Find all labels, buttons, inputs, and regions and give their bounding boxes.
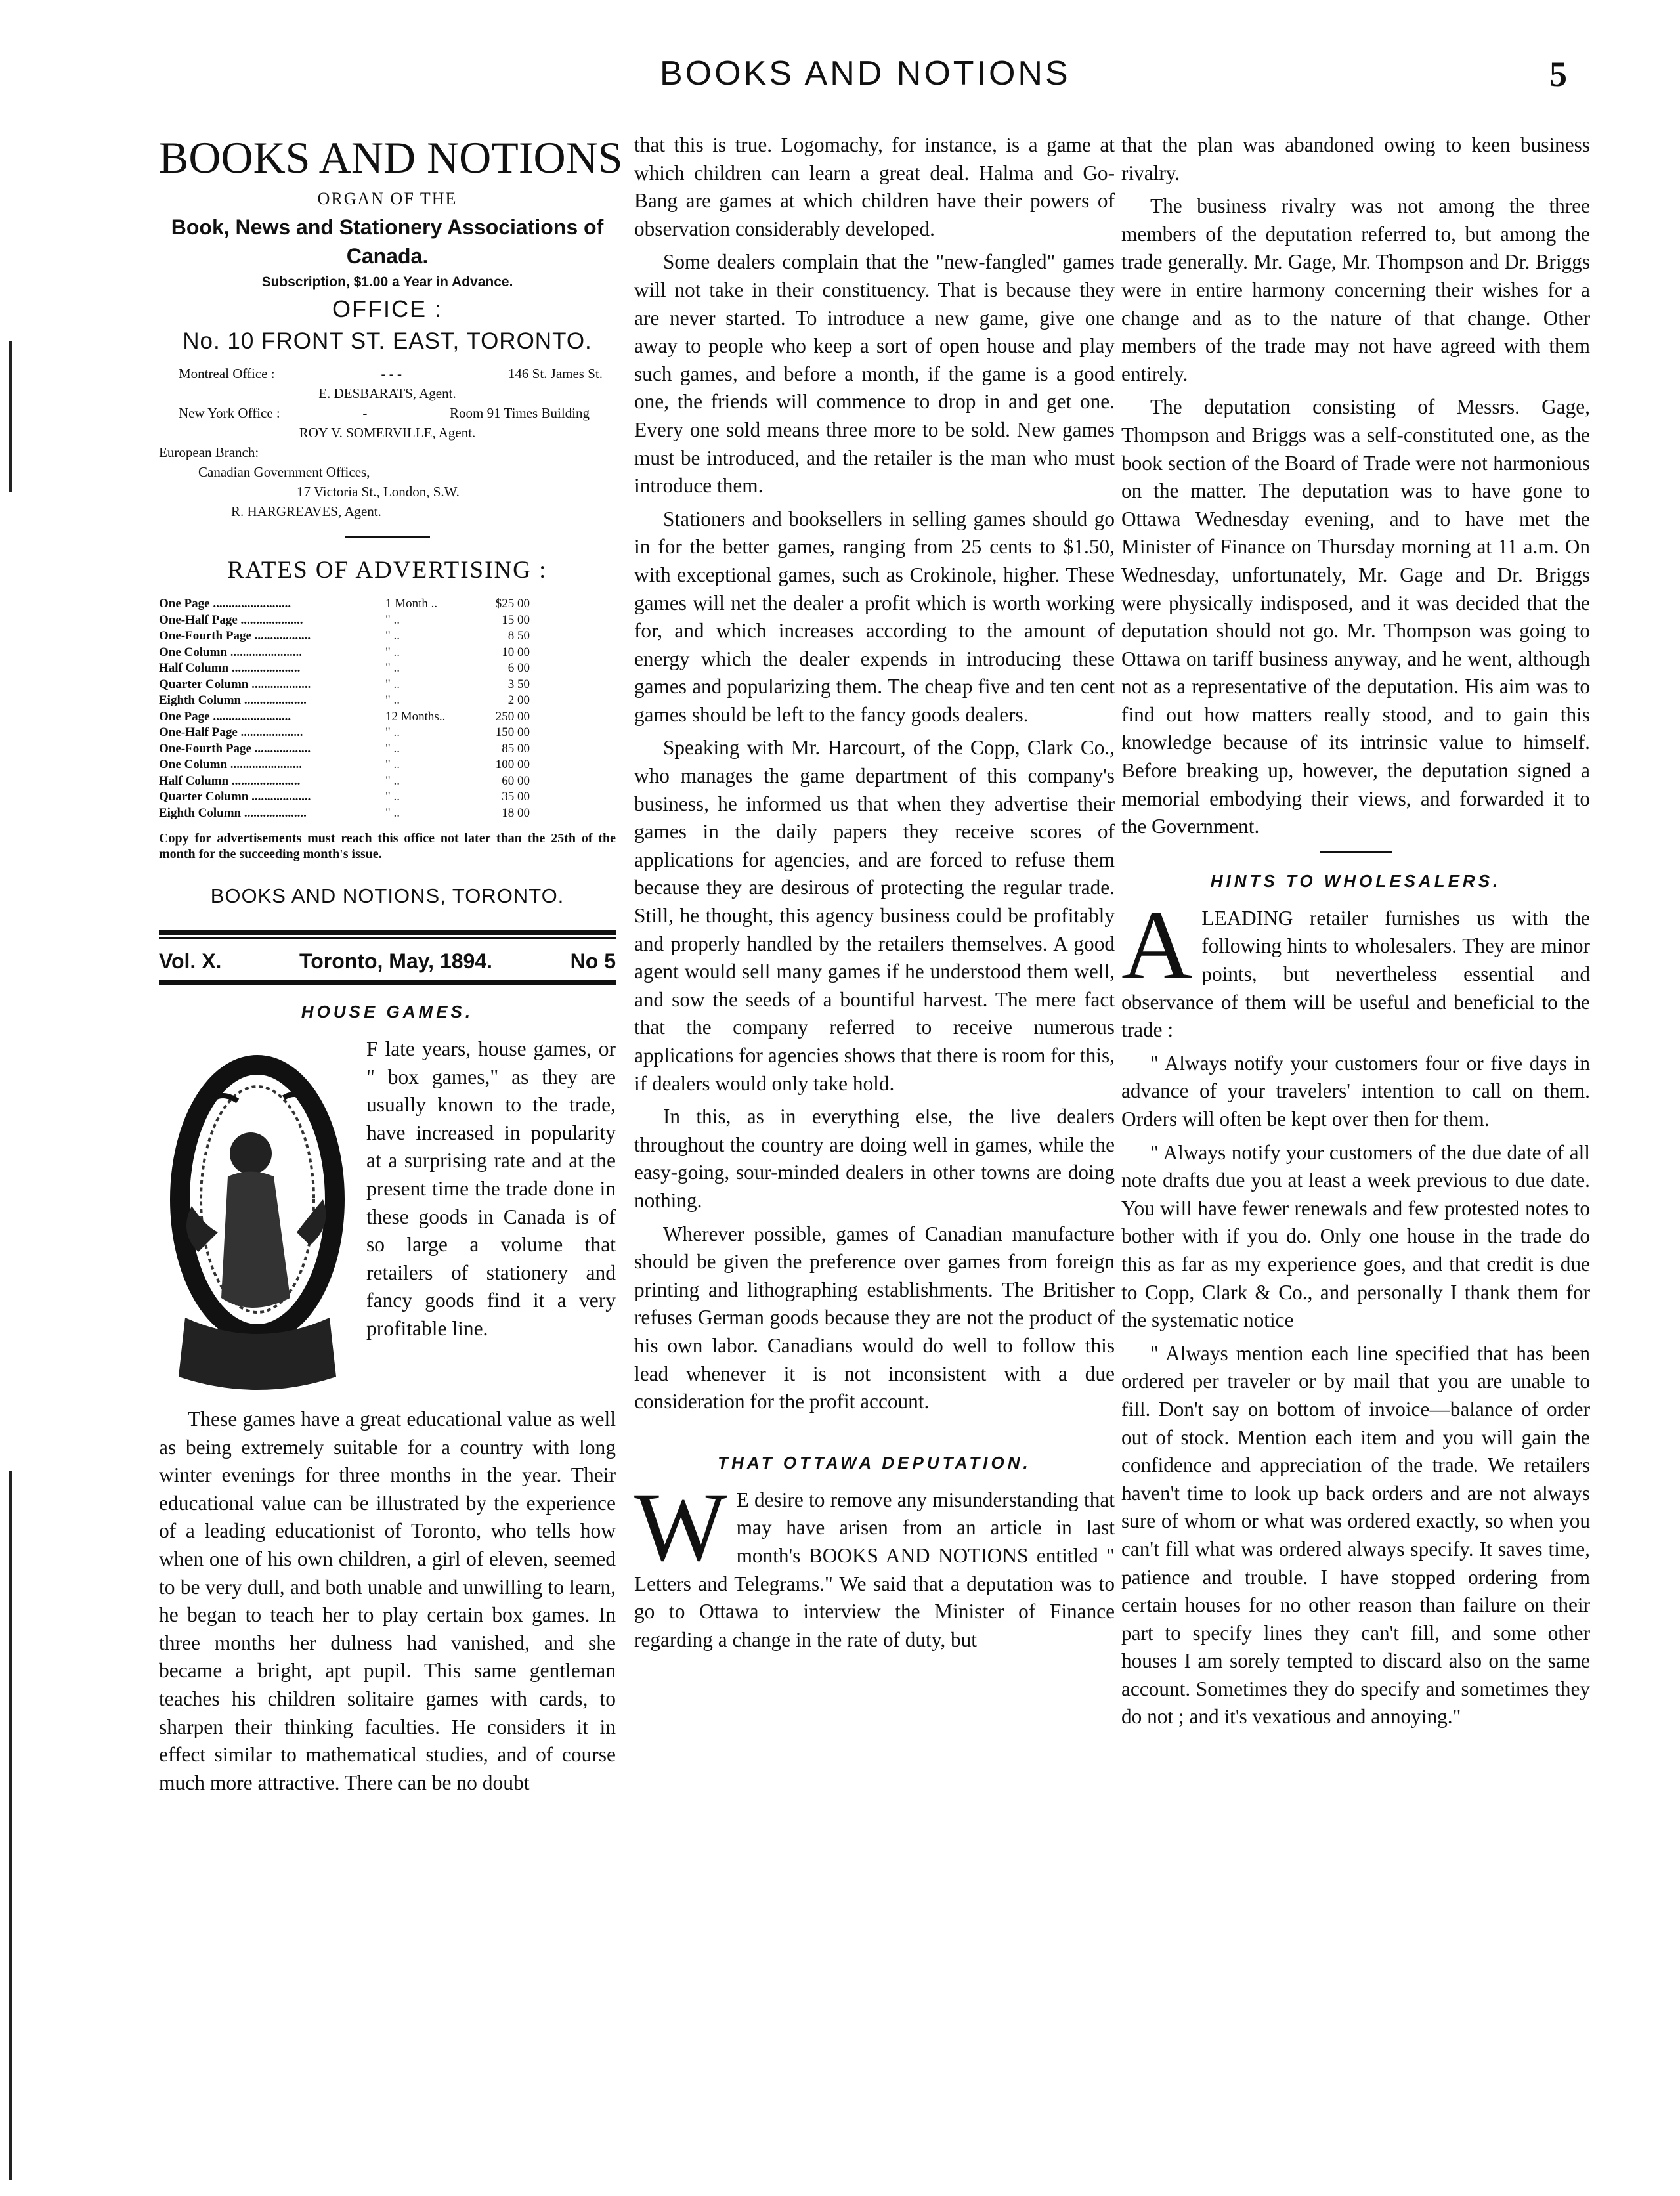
rate-amount: 150 00 xyxy=(495,725,530,739)
column-right xyxy=(1121,131,1590,1736)
ottawa-p3: The business rivalry was not among the three members of the deputation referred to, but among the trade generally. Mr. Gage, Mr. Thompson and Dr. Briggs were in entire harmony concerning their wishes for a change and as to the nature of that change. Other members of the trade may not have agreed with them entirely. xyxy=(1121,194,1590,385)
rate-period: " .. xyxy=(385,677,400,691)
rate-row xyxy=(159,709,616,725)
issue-date: Toronto, May, 1894. xyxy=(299,949,493,973)
issue-line xyxy=(159,949,616,974)
rate-row xyxy=(159,645,616,661)
issue-number: No 5 xyxy=(570,949,616,973)
rate-label: Half Column ...................... xyxy=(159,773,301,788)
rate-label: One Column ....................... xyxy=(159,645,302,659)
rate-label: Half Column ...................... xyxy=(159,661,301,675)
hints-p4: " Always mention each line specified that has been ordered per traveler or by mail that you are unable to fill. Don't say on bottom of invoice—balance of order out of stock. Mention each item and you will gain the confidence and appreciation of the trade. We retailers haven't time to look up back orders and are not always sure of whom or what was ordered exactly, so when you can't fill what was ordered always specify. It saves time, patience and trouble. I have stopped ordering from certain houses for no other reason than failure on their part to specify lines they can't fill, and some other houses I am sorely tempted to discard also on the same account. Sometimes they do specify and sometimes they do not ; and it's vexatious and annoying." xyxy=(1121,1341,1590,1729)
european-address: 17 Victoria St., London, S.W. xyxy=(297,484,460,500)
running-title: BOOKS AND NOTIONS xyxy=(660,54,1071,93)
rate-period: " .. xyxy=(385,629,400,643)
hints-p3: " Always notify your customers of the due date of all note drafts due you at least a week previous to due date. You will have fewer renewals and few protested notes to bother with if you do. Only one house in the trade do this as far as my experience goes, and that credit is due to Copp, Clark & Co., and personally I thank them for the systematic notice xyxy=(1121,1140,1590,1332)
rate-label: One-Half Page .................... xyxy=(159,725,303,739)
rate-label: Quarter Column ................... xyxy=(159,790,311,804)
rate-period: " .. xyxy=(385,613,400,627)
rate-amount: 6 00 xyxy=(507,661,530,675)
rate-amount: 60 00 xyxy=(502,773,530,788)
rate-period: " .. xyxy=(385,773,400,788)
hints-p2: " Always notify your customers four or five days in advance of your travelers' intention to call on them. Orders will often be kept over then for them. xyxy=(1121,1051,1590,1130)
column-middle xyxy=(634,131,1115,1659)
issue-rule-top-thin xyxy=(159,937,616,939)
section-divider xyxy=(345,536,430,538)
rate-amount: $25 00 xyxy=(495,597,530,611)
montreal-address: 146 St. James St. xyxy=(507,366,603,381)
rate-label: Eighth Column .................... xyxy=(159,693,307,707)
house-games-p3: that this is true. Logomachy, for instance, is a game at which children can learn a great deal. Halma and Go-Bang are games at which children have their powers of observation considerably developed. xyxy=(634,133,1115,240)
european-agent: R. HARGREAVES, Agent. xyxy=(231,504,381,519)
rate-amount: 8 50 xyxy=(507,629,530,643)
rates-table xyxy=(159,596,616,821)
rate-period: 1 Month .. xyxy=(385,597,438,611)
rate-row xyxy=(159,613,616,629)
montreal-dashes: - - - xyxy=(381,366,402,381)
page-number: 5 xyxy=(1549,54,1567,94)
house-games-heading: HOUSE GAMES. xyxy=(301,1002,474,1022)
issue-volume: Vol. X. xyxy=(159,949,222,973)
rate-label: One-Fourth Page .................. xyxy=(159,741,311,756)
rate-row xyxy=(159,628,616,645)
house-games-p2: These games have a great educational value as well as being extremely suitable for a country with long winter evenings for three months in the year. Their educational value can be illustrated by the experience of a leading educationist of Toronto, who tells how when one of his own children, a girl of eleven, seemed to be very dull, and both unable and unwilling to learn, he began to teach her to play certain box games. In three months her dulness had vanished, and she became a bright, apt pupil. This same gentleman teaches his children solitaire games with cards, to sharpen their thinking faculties. He considers it in effect similar to mathematical studies, and of course much more attractive. There can be no doubt xyxy=(159,1408,616,1794)
rate-amount: 35 00 xyxy=(502,790,530,804)
rate-row xyxy=(159,773,616,790)
house-games-p8: Wherever possible, games of Canadian manufacture should be given the preference over games from foreign printing and lithographing establishments. The Britisher refuses German goods because they are not the product of his own labor. Canadians would do well to follow this lead whenever it is not inconsistent with a due consideration for the profit account. xyxy=(634,1222,1115,1413)
rate-period: " .. xyxy=(385,725,400,739)
rate-row xyxy=(159,725,616,741)
rate-label: One-Fourth Page .................. xyxy=(159,629,311,643)
organ-of-label: ORGAN OF THE xyxy=(317,189,458,208)
rate-row xyxy=(159,596,616,613)
rate-period: " .. xyxy=(385,758,400,771)
rate-amount: 100 00 xyxy=(495,758,530,771)
rate-row xyxy=(159,677,616,693)
hints-p1: ALEADING retailer furnishes us with the following hints to wholesalers. They are minor points, but nevertheless essential and observance of them will be useful and beneficial to the trade : xyxy=(1121,890,1590,1042)
rate-row xyxy=(159,693,616,709)
house-games-p5: Stationers and booksellers in selling games should go in for the better games, ranging from 25 cents to $1.50, with exceptional games, such as Crokinole, higher. These games will net the dealer a profit which is worth working for, and which increases according to the amount of energy which the dealer expends in introducing these games and popularizing them. The cheap five and ten cent games should be left to the fancy goods dealers. xyxy=(634,507,1115,726)
rate-label: Quarter Column ................... xyxy=(159,677,311,691)
masthead-title: BOOKS AND NOTIONS xyxy=(159,133,623,183)
ottawa-p1: W E desire to remove any misunderstanding that may have arisen from an article in last month's BOOKS AND NOTIONS entitled " Letters and Telegrams." We said that a deputation was to go to Ottawa to interview the Minister of Finance regarding a change in the rate of duty, but xyxy=(634,1472,1115,1651)
rate-row xyxy=(159,741,616,758)
newyork-agent: ROY V. SOMERVILLE, Agent. xyxy=(299,425,476,441)
office-label: OFFICE : xyxy=(332,295,442,322)
rate-period: " .. xyxy=(385,790,400,804)
rate-amount: 250 00 xyxy=(495,709,530,723)
scan-edge-mark-bottom xyxy=(9,1471,12,2180)
rate-label: One Page ......................... xyxy=(159,709,291,723)
rate-amount: 18 00 xyxy=(502,806,530,820)
rate-period: " .. xyxy=(385,645,400,659)
ottawa-p4: The deputation consisting of Messrs. Gage, Thompson and Briggs was a self-constituted one, as the book section of the Board of Trade were not harmonious on the matter. The deputation was to have gone to Ottawa Wednesday evening, and to have met the Minister of Finance on Thursday morning at 11 a.m. On Wednesday, unfortunately, Mr. Gage and Dr. Briggs were physically indisposed, and it was decided that the deputation should not go. Mr. Thompson was going to Ottawa on tariff business anyway, and he went, although not as a representative of the deputation. His aim was to find out how matters really stood, and to gain this knowledge because of its intrinsic value to himself. Before breaking up, however, the deputation signed a memorial embodying their views, and forwarded it to the Government. xyxy=(1121,395,1590,838)
imprint: BOOKS AND NOTIONS, TORONTO. xyxy=(210,884,565,907)
house-games-p6: Speaking with Mr. Harcourt, of the Copp, Clark Co., who manages the game department of this company's business, he informed us that when they advertise their games in the daily papers they receive scores of applications for agencies, and are forced to refuse them because they are desirous of protecting the regular trade. Still, he thought, this agency business could be profitably and properly handled by the retailers themselves. A good agent would sell many games if he understood them well, and sow the seeds of a bountiful harvest. The mere fact that the company referred to receive numerous applications for agencies shows that there is room for this, if dealers would only take hold. xyxy=(634,736,1115,1095)
ottawa-p2: that the plan was abandoned owing to keen business rivalry. xyxy=(1121,133,1590,184)
rate-row xyxy=(159,789,616,806)
rate-period: 12 Months.. xyxy=(385,709,446,723)
issue-rule-top xyxy=(159,930,616,935)
rate-period: " .. xyxy=(385,693,400,707)
rate-label: One Page ......................... xyxy=(159,597,291,611)
copy-deadline-note: Copy for advertisements must reach this office not later than the 25th of the month for the succeeding month's issue. xyxy=(159,831,616,861)
montreal-label: Montreal Office : xyxy=(179,366,275,381)
rate-period: " .. xyxy=(385,806,400,820)
rate-row xyxy=(159,806,616,822)
rate-label: One Column ....................... xyxy=(159,758,302,771)
section-divider-short xyxy=(1320,851,1392,853)
issue-rule-bottom xyxy=(159,980,616,985)
hints-heading: HINTS TO WHOLESALERS. xyxy=(1210,871,1501,891)
house-games-p4: Some dealers complain that the "new-fangled" games will not take in their constituency. That is because they are never started. To introduce a new game, give one away to people who keep a sort of open house and play such games, and before a month, if the game is a good one, the friends will commence to drop in and get one. Every one sold means three more to be sold. New games must be introduced, and the retailer is the man who must introduce them. xyxy=(634,250,1115,498)
montreal-agent: E. DESBARATS, Agent. xyxy=(318,385,456,401)
rate-amount: 85 00 xyxy=(502,741,530,756)
rate-label: One-Half Page .................... xyxy=(159,613,303,627)
column-left xyxy=(159,131,623,1802)
associations-name: Book, News and Stationery Associations of Canada. xyxy=(171,215,604,268)
house-games-p1: F late years, house games, or " box games," as they are usually known to the trade, have increased in popularity at a surprising rate and at the present time the trade done in these goods in Canada is of so large a volume that retailers of stationery and fancy goods find it a very profitable line. xyxy=(366,1037,616,1340)
rate-period: " .. xyxy=(385,741,400,756)
rate-amount: 10 00 xyxy=(502,645,530,659)
ottawa-heading: THAT OTTAWA DEPUTATION. xyxy=(718,1452,1031,1473)
running-header xyxy=(0,54,1680,106)
rates-title: RATES OF ADVERTISING : xyxy=(227,557,548,584)
hints-dropcap-a: A xyxy=(1121,890,1193,1000)
ottawa-dropcap-w: W xyxy=(634,1472,727,1582)
rate-label: Eighth Column .................... xyxy=(159,806,307,820)
scan-edge-mark-top xyxy=(9,341,12,492)
newyork-address: Room 91 Times Building xyxy=(450,405,590,421)
newyork-label: New York Office : xyxy=(179,405,280,421)
branch-offices xyxy=(159,364,616,521)
rate-amount: 2 00 xyxy=(507,693,530,707)
rate-amount: 15 00 xyxy=(502,613,530,627)
rate-period: " .. xyxy=(385,661,400,675)
office-address: No. 10 FRONT ST. EAST, TORONTO. xyxy=(183,328,592,354)
european-label: European Branch: xyxy=(159,444,259,460)
subscription-rate: Subscription, $1.00 a Year in Advance. xyxy=(261,274,513,290)
rate-amount: 3 50 xyxy=(507,677,530,691)
european-office: Canadian Government Offices, xyxy=(198,464,370,480)
rate-row xyxy=(159,660,616,677)
house-games-p7: In this, as in everything else, the live dealers throughout the country are doing well in games, while the easy-going, sour-minded dealers in other towns are doing nothing. xyxy=(634,1105,1115,1212)
girl-letter-o-illustration xyxy=(159,1035,356,1403)
newyork-dash: - xyxy=(362,405,368,421)
rate-row xyxy=(159,757,616,773)
